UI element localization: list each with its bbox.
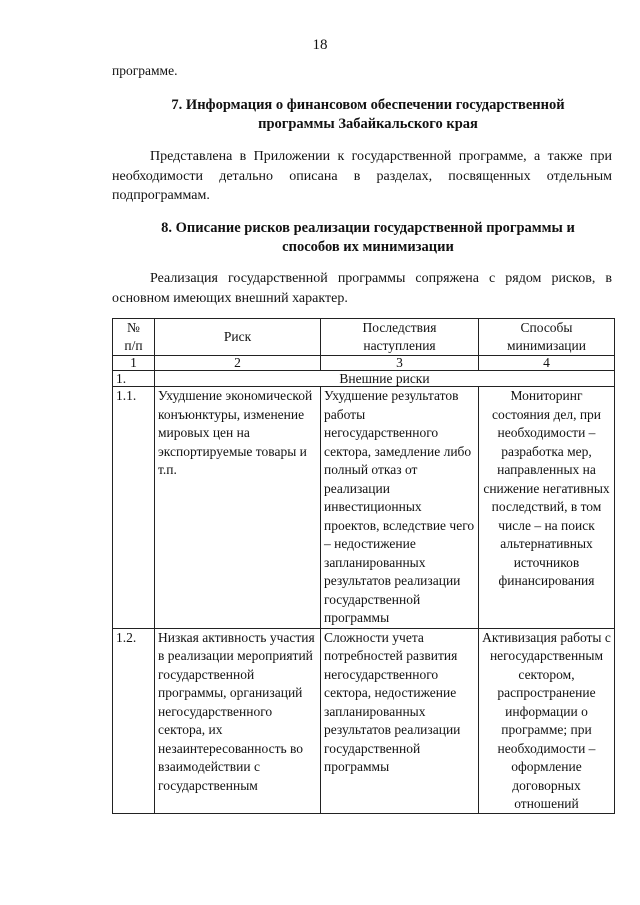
row-risk: Ухудшение экономической конъюнктуры, изменение мировых цен на экспортируемые товары и т.п. — [155, 387, 321, 629]
column-number: 1 — [113, 356, 155, 371]
group-title: Внешние риски — [155, 371, 615, 387]
header-num-line1: № — [127, 320, 140, 335]
column-number: 2 — [155, 356, 321, 371]
section-8-heading-line2: способов их минимизации — [282, 239, 454, 255]
row-num: 1.1. — [113, 387, 155, 629]
group-num: 1. — [113, 371, 155, 387]
section-8-heading-line1: 8. Описание рисков реализации государственной программы и — [161, 220, 575, 236]
table-header-row — [113, 319, 615, 356]
section-7-heading-line1: 7. Информация о финансовом обеспечении государственной — [171, 97, 565, 113]
risks-table — [112, 318, 615, 814]
header-consequences-line2: наступления — [363, 338, 436, 353]
column-number-row — [113, 356, 615, 371]
section-7-heading-line2: программы Забайкальского края — [258, 116, 478, 132]
row-num: 1.2. — [113, 628, 155, 813]
row-risk-text: Низкая активность участия в реализации мероприятий государственной программы, организаций негосударственного сектора, их незаинтересованность во взаимодействии с государственным — [158, 629, 315, 793]
row-methods: Мониторинг состояния дел, при необходимости – разработка мер, направленных на снижение негативных последствий, в том числе – на поиск альтернативных источников финансирования — [479, 387, 615, 629]
header-consequences — [321, 319, 479, 356]
header-num — [113, 319, 155, 356]
header-methods-line2: минимизации — [507, 338, 586, 353]
table-row — [113, 387, 615, 629]
row-consequences-text: Сложности учета потребностей развития негосударственного сектора, недостижение запланированных результатов реализации государственной программы — [324, 629, 461, 774]
section-8-paragraph: Реализация государственной программы сопряжена с рядом рисков, в основном имеющих внешний характер. — [112, 271, 612, 306]
header-methods-line1: Способы — [520, 320, 573, 335]
row-risk — [155, 628, 321, 813]
header-risk: Риск — [155, 319, 321, 356]
row-consequences: Ухудшение результатов работы негосударственного сектора, замедление либо полный отказ от реализации инвестиционных проектов, вследствие чего – недостижение запланированных результатов реализации государственной программы — [321, 387, 479, 629]
table-row — [113, 628, 615, 813]
section-8-heading — [112, 219, 624, 257]
header-consequences-line1: Последствия — [362, 320, 437, 335]
section-7-paragraph: Представлена в Приложении к государственной программе, а также при необходимости детально описана в разделах, посвященных отдельным подпрограммам. — [112, 149, 612, 203]
row-consequences — [321, 628, 479, 813]
header-num-line2: п/п — [124, 338, 143, 353]
column-number: 4 — [479, 356, 615, 371]
group-row — [113, 371, 615, 387]
row-methods-text: Активизация работы с негосударственным сектором, распространение информации о программе; при необходимости – оформление договорных отношений — [482, 629, 611, 811]
section-7-heading — [112, 96, 624, 134]
continuation-text: программе. — [112, 63, 178, 78]
row-methods — [479, 628, 615, 813]
header-methods — [479, 319, 615, 356]
column-number: 3 — [321, 356, 479, 371]
page-number: 18 — [312, 37, 328, 53]
